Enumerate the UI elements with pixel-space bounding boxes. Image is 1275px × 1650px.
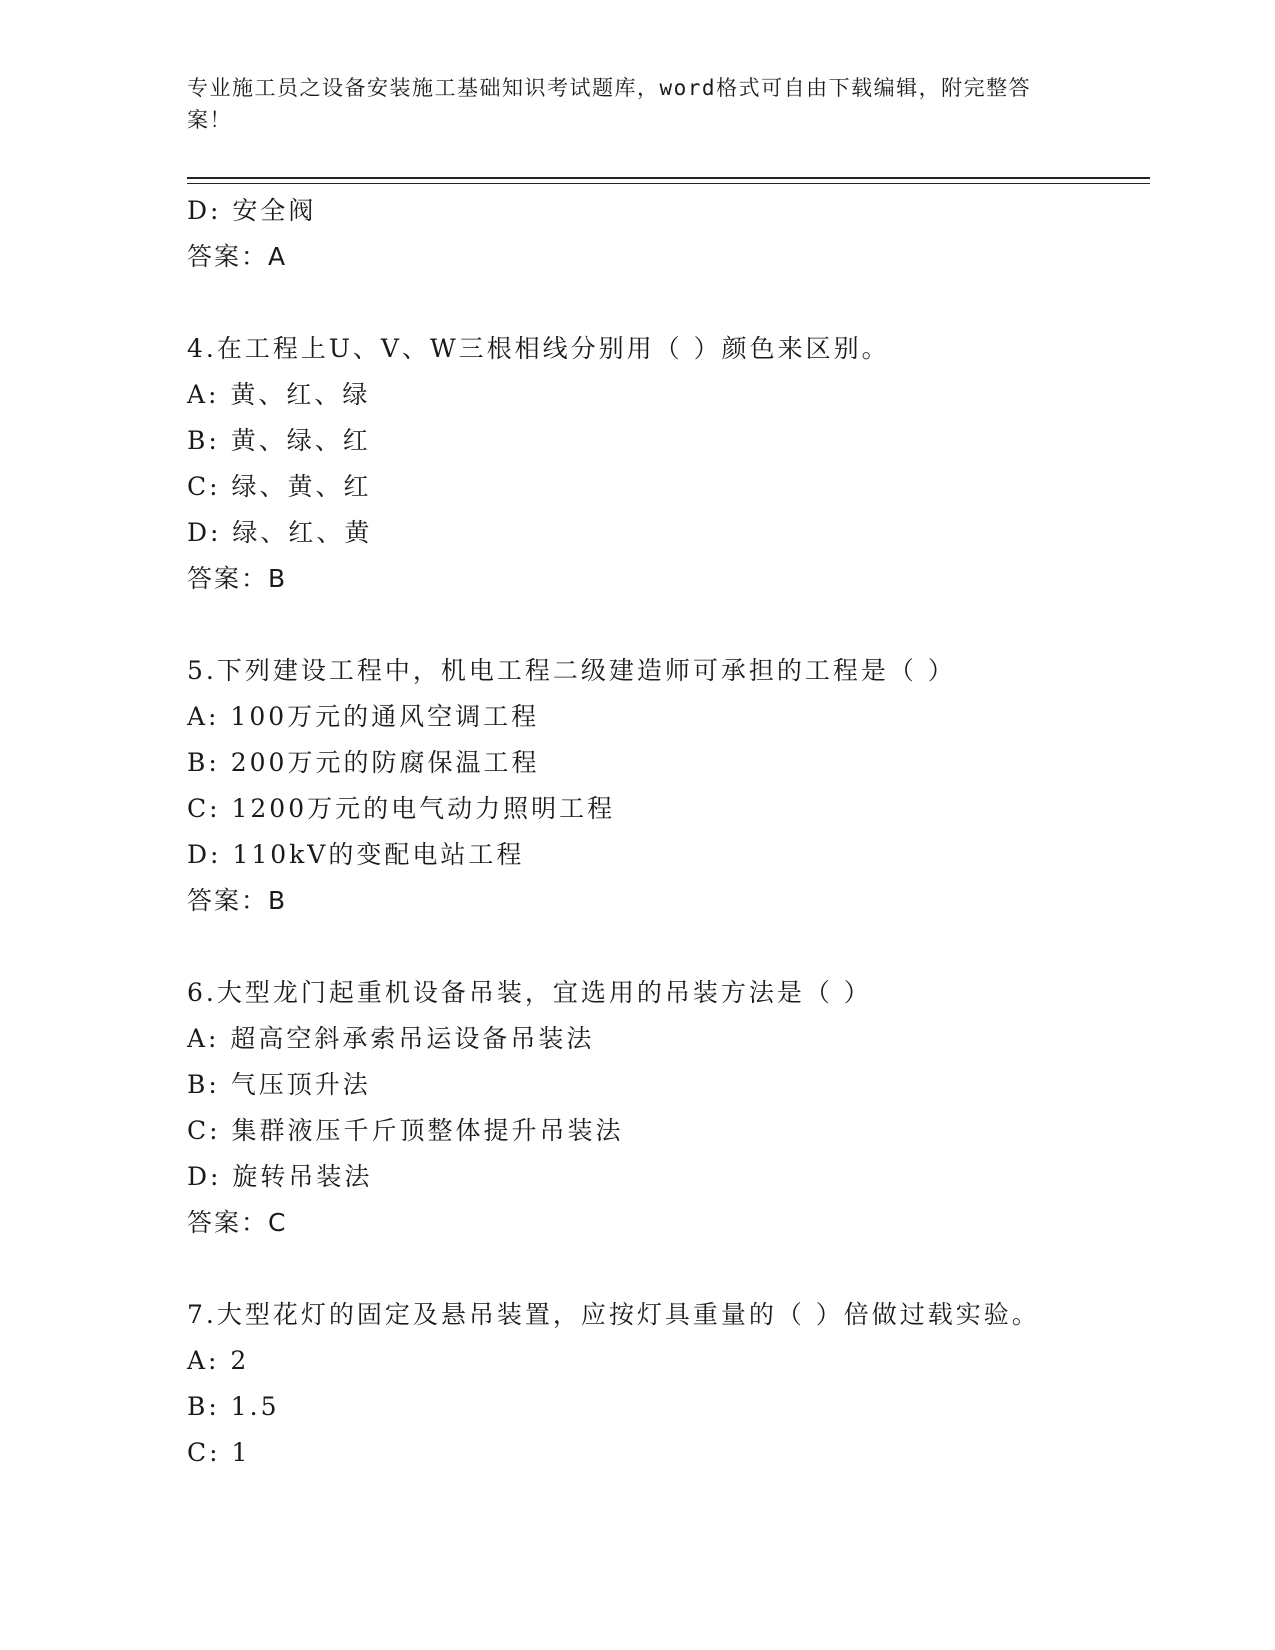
document-header: 专业施工员之设备安装施工基础知识考试题库，word格式可自由下载编辑，附完整答案！ (187, 76, 1032, 132)
option-b: B: 气压顶升法 (187, 1070, 371, 1099)
option-a: A: 2 (187, 1346, 250, 1375)
question-title: 7.大型花灯的固定及悬吊装置，应按灯具重量的（ ）倍做过载实验。 (187, 1300, 1040, 1329)
option-c: C: 集群液压千斤顶整体提升吊装法 (187, 1116, 624, 1145)
option-d: D: 绿、红、黄 (187, 518, 373, 547)
header-rule-thick (187, 177, 1150, 179)
option-d: D: 旋转吊装法 (187, 1162, 373, 1191)
answer-line: 答案：B (187, 886, 288, 915)
question-content (187, 188, 1147, 1476)
answer-line: 答案：C (187, 1208, 288, 1237)
question-title: 4.在工程上U、V、W三根相线分别用（ ）颜色来区别。 (187, 334, 890, 363)
question-title: 6.大型龙门起重机设备吊装，宜选用的吊装方法是（ ） (187, 978, 872, 1007)
option-b: B: 200万元的防腐保温工程 (187, 748, 540, 777)
spacer (187, 924, 1147, 970)
option-a: A: 100万元的通风空调工程 (187, 702, 540, 731)
option-c: C: 绿、黄、红 (187, 472, 372, 501)
spacer (187, 1246, 1147, 1292)
question-title: 5.下列建设工程中，机电工程二级建造师可承担的工程是（ ） (187, 656, 956, 685)
option-b: B: 黄、绿、红 (187, 426, 371, 455)
option-b: B: 1.5 (187, 1392, 280, 1421)
option-c: C: 1200万元的电气动力照明工程 (187, 794, 616, 823)
answer-line: 答案：B (187, 564, 288, 593)
spacer (187, 280, 1147, 326)
option-a: A: 黄、红、绿 (187, 380, 371, 409)
option-a: A: 超高空斜承索吊运设备吊装法 (187, 1024, 595, 1053)
option-d: D: 110kV的变配电站工程 (187, 840, 525, 869)
header-rule-thin (187, 183, 1150, 184)
answer-line: 答案：A (187, 242, 288, 271)
option-c: C: 1 (187, 1438, 251, 1467)
spacer (187, 602, 1147, 648)
option-d: D: 安全阀 (187, 196, 317, 225)
